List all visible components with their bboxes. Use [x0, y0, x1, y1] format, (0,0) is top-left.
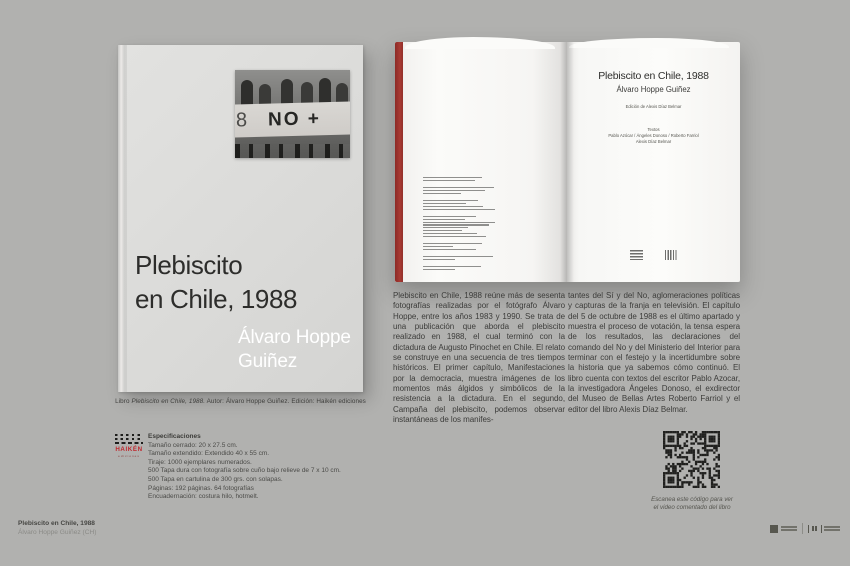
qr-caption-line2: el video comentado del libro — [653, 504, 731, 511]
partner-logo-1-icon — [770, 525, 778, 533]
open-book-left-page — [395, 42, 567, 282]
cover-author-line1: Álvaro Hoppe — [238, 327, 351, 348]
cover-author — [238, 326, 351, 374]
banner-text: NO + — [267, 107, 321, 130]
spec-line: Tiraje: 1000 ejemplares numerados. — [148, 458, 252, 466]
spec-line: 500 Tapa en cartulina de 300 grs. con solapas. — [148, 475, 283, 483]
qr-caption — [628, 496, 756, 512]
title-page-author: Álvaro Hoppe Guiñez — [616, 85, 691, 94]
haiken-logo-dots — [115, 434, 143, 436]
cover-photo-protest — [235, 70, 350, 158]
caption-book-title: Plebiscito en Chile, 1988. — [131, 398, 206, 405]
open-book-spread — [395, 42, 740, 282]
caption-rest: Autor: Álvaro Hoppe Guiñez. Edición: Haikén ediciones — [205, 398, 366, 405]
partner-logo-2 — [808, 525, 841, 533]
footer-title: Plebiscito en Chile, 1988 — [18, 520, 95, 527]
footer-logo-divider — [802, 523, 803, 534]
haiken-logo-dashes — [115, 442, 143, 444]
title-page-block — [577, 70, 730, 145]
title-page-logos — [577, 250, 730, 260]
book-seam — [560, 42, 574, 282]
partner-logo-1-text — [781, 526, 797, 531]
colophon-text-placeholder — [423, 177, 503, 272]
haiken-logo-sub: ediciones — [118, 453, 140, 458]
spec-line: Tamaño cerrado: 20 x 27.5 cm. — [148, 441, 238, 449]
specifications-block — [148, 433, 378, 502]
credits-line1: Pablo Azócar / Ángeles Donoso / Roberto Farriol — [608, 133, 699, 138]
qr-caption-line1: Escanea este código para ver — [651, 496, 733, 503]
spec-line: 500 Tapa dura con fotografía sobre cuño bajo relieve de 7 x 10 cm. — [148, 467, 341, 475]
book-cover-spine — [118, 45, 127, 392]
spec-line: Tamaño extendido: Extendido 40 x 55 cm. — [148, 450, 270, 458]
haiken-logo-name: HAIKÉN — [115, 445, 143, 453]
endpaper-red-strip — [395, 42, 403, 282]
title-page-title: Plebiscito en Chile, 1988 — [598, 70, 709, 82]
photo-legs — [235, 144, 350, 158]
haiken-logo-dots — [115, 438, 143, 440]
footer-author: Álvaro Hoppe Guiñez (CH) — [18, 528, 97, 536]
title-page-edition: Edición de Alexis Díaz Belmar — [625, 104, 682, 109]
description-column-1: Plebiscito en Chile, 1988 reúne más de sesenta fotografías realizadas por el fotógrafo Álvaro Hoppe, entre los años 1983 y 1990. Se trata de una publicación que aborda el plebiscito realizado en 1988, el cual terminó con la dictadura de Augusto Pinochet en Chile. El relato se construye en una secuencia de tres tiempos históricos. El primer capítulo, Manifestaciones por la democracia, muestra imágenes de los momentos más álgidos y simbólicos de la resistencia a la dictadura. En el segundo, Campaña del plebiscito, podemos observar instantáneas de los manifes- — [393, 291, 565, 425]
title-page-credits — [577, 127, 730, 145]
haiken-logo — [113, 434, 145, 458]
spec-line: Páginas: 192 páginas. 64 fotografías — [148, 484, 254, 492]
spec-line: Encuadernación: costura hilo, hotmelt. — [148, 493, 259, 501]
museum-logo-icon — [665, 250, 677, 260]
cover-title-line1: Plebiscito — [135, 250, 243, 280]
description-column-2: tantes del Sí y del No, aglomeraciones políticas y capturas de la franja en televisión. El capítulo del 5 de octubre de 1988 es el último apartado y muestra el proceso de votación, la tensa espera de los resultados, las declaraciones del comando del No y del Ministerio del Interior para terminar con el festejo y la incertidumbre sobre la historia que ya sabemos cómo continuó. El libro cuenta con textos del escritor Pablo Azocar, la investigadora Ángeles Donoso, el exdirector del Museo de Bellas Artes Roberto Farriol y el editor del libro Alexis Díaz Belmar. — [568, 291, 740, 414]
partner-logo-1 — [770, 525, 797, 533]
partner-logo-2-text — [824, 526, 840, 531]
credits-line2: Alexis Díaz Belmar — [635, 139, 672, 144]
open-book-title-page — [567, 42, 740, 282]
banner-number: 8 — [235, 108, 248, 132]
book-cover — [118, 45, 363, 392]
footer-title-block — [18, 520, 96, 536]
cover-author-line2: Guiñez — [238, 351, 298, 372]
caption-prefix: Libro — [115, 398, 132, 405]
credits-label: Textos — [647, 127, 660, 132]
specs-heading: Especificaciones — [148, 433, 201, 440]
cover-title — [135, 248, 297, 316]
qr-code[interactable] — [663, 431, 720, 488]
publisher-logo-icon — [630, 250, 643, 260]
partner-logo-2-icon — [808, 525, 822, 533]
cover-title-line2: en Chile, 1988 — [135, 284, 298, 314]
photo-no-banner — [235, 101, 350, 138]
footer-partner-logos — [770, 523, 840, 534]
cover-caption — [88, 398, 393, 405]
